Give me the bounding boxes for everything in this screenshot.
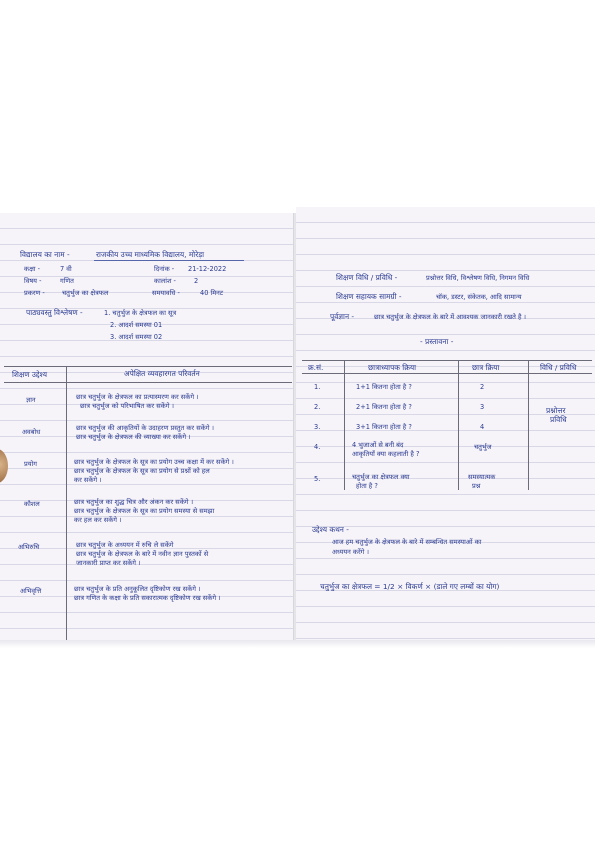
page-shadow bbox=[0, 640, 595, 648]
teacher-activity: चतुर्भुज का क्षेत्रफल क्या bbox=[352, 473, 410, 481]
student-activity: 4 bbox=[480, 423, 485, 431]
objective-line: छात्र चतुर्भुज के क्षेत्रफल के सूत्र का प्रयोग से प्रश्नों को हल bbox=[74, 467, 210, 475]
objective-line: छात्र गणित के कक्षा के प्रति सकारात्मक दृष्टिकोण रख सकेंगे । bbox=[74, 594, 221, 602]
thumb bbox=[0, 449, 8, 483]
objective-name: ज्ञान bbox=[26, 396, 36, 404]
objective-name: अभिवृत्ति bbox=[20, 587, 42, 595]
objective-name: अभिरुचि bbox=[18, 543, 40, 551]
right-page bbox=[296, 207, 595, 640]
topic-value: चतुर्भुज का क्षेत्रफल bbox=[62, 289, 109, 297]
school-label: विद्यालय का नाम - bbox=[20, 250, 70, 259]
subject-value: गणित bbox=[60, 277, 74, 285]
row-number: 3. bbox=[314, 423, 321, 431]
teacher-activity-header: छात्राध्यापक क्रिया bbox=[368, 363, 417, 372]
student-activity: प्रश्न bbox=[472, 482, 481, 490]
serial-header: क्र.सं. bbox=[308, 363, 324, 372]
table-column-divider bbox=[66, 366, 67, 640]
class-label: कक्षा - bbox=[24, 265, 40, 273]
student-activity: 2 bbox=[480, 383, 485, 391]
objective-header: शिक्षण उद्देश्य bbox=[12, 370, 47, 379]
content-analysis-label: पाठ्यवस्तु विश्लेषण - bbox=[26, 308, 83, 317]
class-value: 7 वी bbox=[60, 265, 72, 273]
aim-label: उद्देश्य कथन - bbox=[312, 525, 349, 534]
table-column-divider bbox=[344, 360, 345, 490]
duration-value: 40 मिनट bbox=[200, 289, 224, 297]
objective-line: छात्र चतुर्भुज के क्षेत्रफल की व्याख्या कर सकेंगे । bbox=[76, 433, 191, 441]
notebook-spread bbox=[0, 213, 595, 640]
teacher-activity: 2+1 कितना होता है ? bbox=[356, 403, 412, 411]
objective-name: कौशल bbox=[24, 500, 40, 508]
objective-line: छात्र चतुर्भुज के अध्ययन में रुचि ले सकेंगे bbox=[76, 541, 174, 549]
objective-line: छात्र चतुर्भुज को परिभाषित कर सकेंगे । bbox=[80, 402, 175, 410]
method-value: प्रश्नोत्तर विधि, विश्लेषण विधि, निगमन विधि bbox=[426, 274, 530, 282]
student-activity: चतुर्भुज bbox=[474, 443, 492, 451]
teacher-activity: होता है ? bbox=[356, 482, 378, 490]
student-activity-header: छात्र क्रिया bbox=[472, 363, 500, 372]
prior-knowledge-value: छात्र चतुर्भुज के क्षेत्रफल के बारे में आवश्यक जानकारी रखते है । bbox=[374, 313, 527, 321]
row-number: 4. bbox=[314, 443, 321, 451]
aim-line: आज हम चतुर्भुज के क्षेत्रफल के बारे में सम्बन्धित समस्याओं का bbox=[332, 538, 482, 546]
period-label: कालांश - bbox=[154, 277, 176, 285]
area-formula: चतुर्भुज का क्षेत्रफल = 1/2 × विकर्ण × (डाले गए लम्बों का योग) bbox=[320, 582, 500, 591]
objective-line: जानकारी प्राप्त कर सकेंगे । bbox=[76, 559, 141, 567]
date-value: 21-12-2022 bbox=[188, 265, 227, 273]
aids-value: चॉक, डस्टर, संकेतक, आदि सामान्य bbox=[436, 293, 522, 301]
table-header-border bbox=[4, 382, 292, 383]
teacher-activity: 3+1 कितना होता है ? bbox=[356, 423, 412, 431]
content-item: 1. चतुर्भुज के क्षेत्रफल का सूत्र bbox=[104, 309, 177, 317]
method-label: शिक्षण विधि / प्रविधि - bbox=[336, 273, 398, 282]
student-activity: समस्यात्मक bbox=[468, 473, 496, 481]
objective-name: प्रयोग bbox=[24, 460, 37, 468]
teacher-activity: आकृतियाँ क्या कहलाती है ? bbox=[352, 450, 420, 458]
prior-knowledge-label: पूर्वज्ञान - bbox=[330, 312, 355, 321]
method-cell: प्रविधि bbox=[550, 415, 567, 424]
student-activity: 3 bbox=[480, 403, 485, 411]
introduction-title: - प्रस्तावना - bbox=[420, 337, 454, 346]
topic-label: प्रकरण - bbox=[24, 289, 45, 297]
date-label: दिनांक - bbox=[154, 265, 175, 273]
row-number: 2. bbox=[314, 403, 321, 411]
objective-line: छात्र चतुर्भुज की आकृतियों के उदाहरण प्रस्तुत कर सकेंगे । bbox=[76, 424, 215, 432]
objective-line: छात्र चतुर्भुज का शुद्ध चित्र और अंकन कर सकेंगे । bbox=[74, 498, 194, 506]
method-cell: प्रश्नोत्तर bbox=[546, 406, 566, 415]
aids-label: शिक्षण सहायक सामग्री - bbox=[336, 292, 402, 301]
row-number: 5. bbox=[314, 475, 321, 483]
objective-line: छात्र चतुर्भुज के क्षेत्रफल के बारे में नवीन ज्ञान पुस्तकों से bbox=[76, 550, 209, 558]
method-header: विधि / प्रविधि bbox=[540, 363, 577, 372]
school-underline bbox=[94, 260, 244, 261]
content-item: 2. आदर्श समस्या 01 bbox=[110, 321, 163, 329]
table-header-border bbox=[302, 373, 592, 374]
objective-line: छात्र चतुर्भुज के क्षेत्रफल का प्रत्यास्मरण कर सकेंगे । bbox=[76, 393, 199, 401]
objective-name: अवबोध bbox=[22, 428, 41, 436]
objective-line: छात्र चतुर्भुज के क्षेत्रफल के सूत्र का प्रयोग उच्च कक्षा में कर सकेंगे । bbox=[74, 458, 234, 466]
teacher-activity: 4 भुजाओं से बनी बंद bbox=[352, 441, 404, 449]
duration-label: समयावधि - bbox=[152, 289, 180, 297]
behavior-header: अपेक्षित व्यवहारगत परिवर्तन bbox=[124, 369, 200, 378]
table-top-border bbox=[302, 360, 592, 361]
aim-line: अध्ययन करेंगे । bbox=[332, 548, 369, 556]
period-value: 2 bbox=[194, 277, 199, 285]
objective-line: छात्र चतुर्भुज के प्रति अनुकूलित दृष्टिकोण रख सकेंगे । bbox=[74, 585, 201, 593]
school-value: राजकीय उच्च माध्यमिक विद्यालय, मोरेड़ा bbox=[96, 250, 205, 259]
table-column-divider bbox=[528, 360, 529, 490]
subject-label: विषय - bbox=[24, 277, 42, 285]
table-column-divider bbox=[458, 360, 459, 490]
content-item: 3. आदर्श समस्या 02 bbox=[110, 333, 163, 341]
teacher-activity: 1+1 कितना होता है ? bbox=[356, 383, 412, 391]
objective-line: छात्र चतुर्भुज के क्षेत्रफल के सूत्र का प्रयोग समस्या से समझा bbox=[74, 507, 215, 515]
table-top-border bbox=[4, 366, 292, 367]
left-page bbox=[0, 213, 294, 640]
row-number: 1. bbox=[314, 383, 321, 391]
objective-line: कर सकेंगे । bbox=[74, 476, 102, 484]
objective-line: कर हल कर सकेंगे । bbox=[74, 516, 122, 524]
